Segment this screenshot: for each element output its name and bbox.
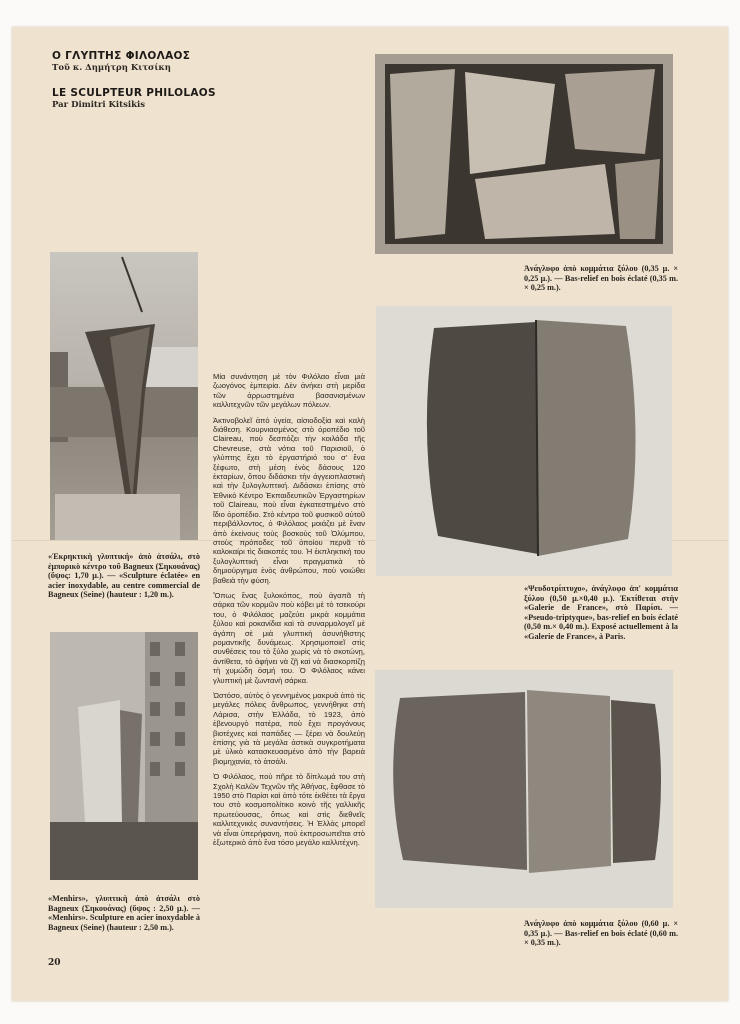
caption-sculpture-eclatee: «Ἐκρηκτικὴ γλυπτική» ἀπὸ ἀτσάλι, στὸ ἐμπορικὸ κέντρο τοῦ Bagneux (Σηκουάνας) (ὕψος: 1,70 μ.). — «Sculpture éclatée» en acier inoxydable, au centre commercial de Bagneux (Seine) (hauteur : 1,20 m.). [48, 552, 200, 600]
title-greek: Ο ΓΛΥΠΤΗΣ ΦΙΛΟΛΑΟΣ [52, 50, 191, 62]
paragraph: Μία συνάντηση μὲ τὸν Φιλόλαο εἶναι μιὰ ζωογόνος ἐμπειρία. Δὲν ἀνήκει στὴ μερίδα τῶν ἀρρωστημένα βασανισμένων καλλιτεχνῶν τῶν μεγάλων πόλεων. [213, 372, 365, 410]
photo-sculpture-eclatee [50, 252, 198, 540]
article-body [213, 372, 365, 854]
caption-bas-relief-1: Ἀνάγλυφο ἀπὸ κομμάτια ξύλου (0,35 μ. × 0,25 μ.). — Bas-relief en bois éclaté (0,35 m. × 0,25 m.). [524, 264, 678, 293]
paragraph: Ὅπως ἕνας ξυλοκόπος, ποὺ ἀγαπᾶ τὴ σάρκα τῶν κορμῶν ποὺ κόβει μὲ τὸ τσεκούρι του, ὁ Φιλόλαος μαζεύει μικρὰ κομμάτια ξύλου καὶ ροκανίδια καὶ τὰ συναρμολογεῖ μὲ ἀγάπη σὲ μιὰ γλυπτικὴ ἀσυνήθιστης ρομαντικῆς δυνάμεως. Χρησιμοποιεῖ στὶς συνθέσεις του τὸ ξύλο χωρὶς νὰ τὸ σκοτώνῃ, ἀντίθετα, τὸ ἀφήνει νὰ ζῇ καὶ νὰ διασκορπίζῃ τὴ χυμώδη ὀσμή του. Ὁ Φιλόλαος κάνει γλυπτικὴ μὲ ζωντανὴ σάρκα. [213, 590, 365, 685]
caption-bas-relief-2: Ἀνάγλυφο ἀπὸ κομμάτια ξύλου (0,60 μ. × 0,35 μ.). — Bas-relief en bois éclaté (0,60 m. × 0,35 m.). [524, 919, 678, 948]
paragraph: Ὁ Φιλόλαος, ποὺ πῆρε τὸ δίπλωμά του στὴ Σχολὴ Καλῶν Τεχνῶν τῆς Ἀθήνας, ἔφθασε τὸ 1950 στὸ Παρίσι καὶ ἀπὸ τότε ἐκθέτει τὰ ἔργα του στὸ κοσμοπολίτικο κοινὸ τῆς γαλλικῆς πρωτεύουσας, ὅπως καὶ στὶς διεθνεῖς καλλιτεχνικὲς συναντήσεις. Ἡ Ἑλλὰς μπορεῖ νὰ εἶναι ὑπερήφανη, ποὺ ἐκπροσωπεῖται στὸ ἐξωτερικὸ ἀπὸ ἕνα τόσο μεγάλο καλλιτέχνη. [213, 772, 365, 848]
title-french: LE SCULPTEUR PHILOLAOS [52, 87, 216, 99]
byline-greek: Τοῦ κ. Δημήτρη Κιτσίκη [52, 63, 171, 73]
bas-relief-illustration [375, 54, 673, 254]
bas-relief-2-illustration [375, 670, 673, 908]
triptych-illustration [376, 306, 672, 576]
photo-menhirs [50, 632, 198, 880]
byline-french: Par Dimitri Kitsikis [52, 100, 145, 110]
page-number: 20 [48, 958, 61, 968]
paragraph: Ἀκτινοβολεῖ ἀπὸ ὑγεία, αἰσιοδοξία καὶ καλὴ διάθεση. Κουρνιασμένος στὸ ὀροπέδιο τοῦ Claireau, ποὺ δεσπόζει τὴν κοιλάδα τῆς Chevreuse, στὰ νότια τοῦ Παρισιοῦ, ὁ γλύπτης ἔχει τὸ ἐργαστήριό του σ' ἕνα ξέφωτο, στὴ μέση ἑνὸς δάσους 120 ἑκταρίων, ὅπου διδάσκει τὴν ἀγγειοπλαστικὴ καὶ τὴν ξυλογλυπτική. Διδάσκει ἐπίσης στὸ Ἐθνικὸ Κέντρο Ἐκπαιδευτικῶν Ἐργαστηρίων τοῦ Claireau, ποὺ εἶναι ἐγκατεστημένο στὸ ἴδιο ὀροπέδιο. Στὸ κέντρο τοῦ φυσικοῦ αὐτοῦ περιβάλλοντος, ὁ Φιλόλαος μοιάζει μὲ ἕναν ἀπὸ ἐκείνους τοὺς βοσκοὺς τοῦ Ὀλύμπου, στοὺς πρόποδες τοῦ ὁποίου περνᾶ τὸ καλοκαίρι τὶς διακοπές του. Ἡ ἐκπληκτική του ξυλογλυπτικὴ εἶναι πραγματικὰ τὸ δημιούργημα ἑνὸς ἀνθρώπου, ποὺ νοιώθει βαθειὰ τὴν φύση. [213, 415, 365, 585]
caption-menhirs: «Menhirs», γλυπτικὴ ἀπὸ ἀτσάλι στὸ Bagneux (Σηκουάνας) (ὕψος : 2,50 μ.). — «Menhirs». Sculpture en acier inoxydable à Bagneux (Seine) (hauteur : 2,50 m.). [48, 894, 200, 932]
paragraph: Ὡστόσο, αὐτὸς ὁ γεννημένος μακρυὰ ἀπὸ τὶς μεγάλες πόλεις ἄνθρωπος, γεννήθηκε στὴ Λάρισα, στὴν Ἑλλάδα, τὸ 1923, ἀπὸ ἐβενουργὸ πατέρα, ποὺ ἔχει προγόνους βιοτέχνες καὶ παπάδες — ξέρει νὰ δουλεύῃ ἐπίσης γιὰ τὰ μεγάλα ἀστικὰ συγκροτήματα μὲ ὑλικὸ κατασκευασμένο ἀπὸ τὴν βαρειὰ βιομηχανία, τὸ ἀτσάλι. [213, 691, 365, 766]
menhirs-illustration [50, 632, 198, 880]
sculpture-illustration [50, 252, 198, 540]
photo-bas-relief-2 [375, 670, 673, 908]
photo-pseudo-triptyque [376, 306, 672, 576]
caption-pseudo-triptyque: «Ψευδοτρίπτυχο», ἀνάγλυφο ἀπ' κομμάτια ξύλου (0,50 μ.×0,40 μ.). Ἐκτίθεται στὴν «Galerie de France», στὸ Παρίσι. — «Pseudo-triptyque», bas-relief en bois éclaté (0,50 m.× 0,40 m.). Exposé actuellement à la «Galerie de France», à Paris. [524, 584, 678, 641]
photo-bas-relief-1 [375, 54, 673, 254]
